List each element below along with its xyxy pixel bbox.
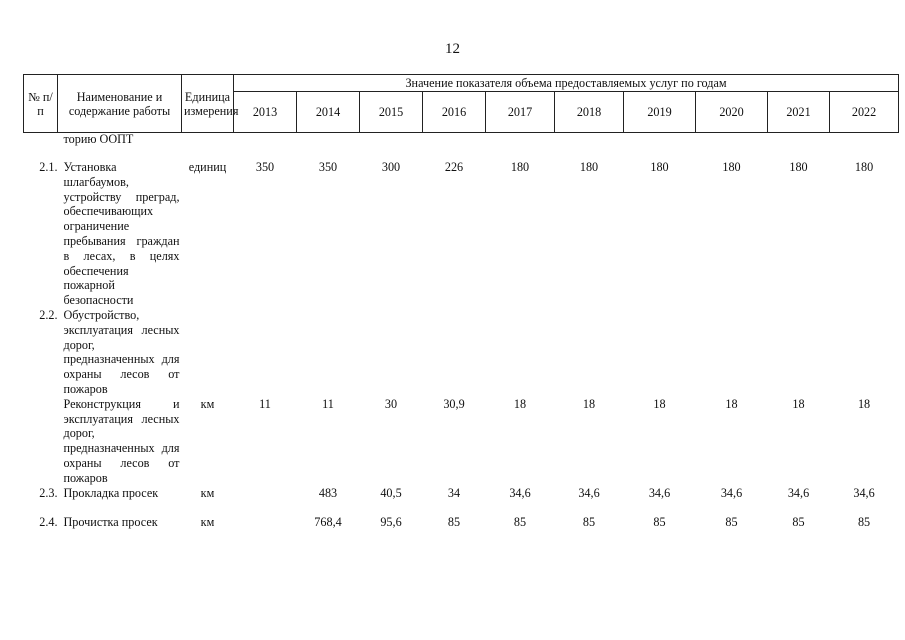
row-value: 85 [653, 515, 666, 530]
row-value [696, 308, 768, 397]
row-value: 34,6 [509, 485, 531, 500]
row-value: 34,6 [720, 485, 743, 500]
header-year: 2014 [297, 92, 360, 133]
row-value: 180 [854, 160, 874, 174]
row-value: 34,6 [853, 485, 875, 500]
row-value [624, 308, 696, 397]
row-number: 2.4. [39, 515, 58, 530]
row-name: Реконструкция и эксплуатация лесных дорог, предназначенных для охраны лесов от пожаров [63, 396, 180, 485]
row-value: 34,6 [578, 485, 600, 500]
row-value [234, 308, 297, 397]
row-name: Прочистка просек [63, 515, 158, 530]
row-name: Прокладка просек [63, 485, 159, 500]
row-value: 300 [381, 160, 401, 174]
services-volume-table [23, 74, 899, 530]
row-value: 11 [322, 396, 334, 411]
row-value: 18 [792, 396, 805, 411]
row-value: 226 [444, 160, 464, 174]
row-value: 85 [792, 515, 805, 530]
header-unit: Единица измерения [182, 75, 234, 133]
row-value: 85 [513, 515, 527, 530]
row-value [234, 486, 297, 501]
table-row [24, 515, 899, 530]
row-value: 40,5 [380, 485, 402, 500]
row-value: 18 [653, 396, 666, 411]
row-value: 85 [725, 515, 738, 530]
row-value: 180 [579, 160, 599, 174]
header-year: 2018 [555, 92, 624, 133]
row-value: 34,6 [648, 485, 671, 500]
row-value [423, 308, 486, 397]
row-unit [182, 308, 234, 397]
row-value: 180 [722, 160, 741, 174]
row-value: 34,6 [787, 485, 810, 500]
row-value: 18 [582, 396, 596, 411]
row-value: 18 [857, 396, 871, 411]
header-number: № п/п [24, 75, 58, 133]
row-value: 180 [789, 160, 808, 174]
row-number: 2.1. [39, 160, 58, 174]
header-year: 2015 [360, 92, 423, 133]
row-value: 11 [259, 396, 271, 411]
row-value: 768,4 [314, 515, 342, 530]
table-row [24, 486, 899, 501]
row-number: 2.3. [39, 485, 58, 500]
header-year: 2021 [768, 92, 830, 133]
header-year: 2020 [696, 92, 768, 133]
row-value [768, 308, 830, 397]
header-name: Наименование и содержание работы [58, 75, 182, 133]
row-value: 180 [510, 160, 530, 174]
table-row [24, 308, 899, 397]
row-name: торию ООПТ [63, 132, 134, 146]
header-year: 2019 [624, 92, 696, 133]
header-year: 2022 [830, 92, 899, 133]
row-value: 180 [650, 160, 669, 174]
row-value: 30 [384, 396, 398, 411]
table-row [24, 397, 899, 486]
row-unit: км [200, 515, 215, 530]
row-value: 18 [513, 396, 527, 411]
row-unit: км [200, 485, 215, 500]
header-year: 2016 [423, 92, 486, 133]
row-name: Установка шлагбаумов, устройству преград, обеспечивающих ограничение пребывания граждан в лесах, в целях обеспечения пожарной безопасности [63, 160, 180, 308]
row-number [24, 397, 58, 486]
row-value: 350 [318, 160, 338, 174]
row-value [830, 308, 899, 397]
row-value: 34 [447, 485, 461, 500]
row-value [234, 515, 297, 530]
row-value [486, 308, 555, 397]
table-row [24, 160, 899, 308]
row-value: 30,9 [443, 396, 465, 411]
row-value: 85 [857, 515, 871, 530]
row-value: 95,6 [380, 515, 402, 530]
row-value [360, 308, 423, 397]
row-value [297, 308, 360, 397]
header-values-by-year: Значение показателя объема предоставляемых услуг по годам [234, 75, 899, 92]
row-number: 2.2. [39, 307, 58, 322]
row-value [555, 308, 624, 397]
row-value: 85 [582, 515, 596, 530]
row-unit: единиц [188, 160, 227, 174]
header-year: 2017 [486, 92, 555, 133]
table-row-continuation [24, 133, 899, 146]
row-name: Обустройство, эксплуатация лесных дорог, предназначенных для охраны лесов от пожаров [63, 307, 180, 396]
row-value: 18 [725, 396, 738, 411]
row-value: 483 [318, 485, 338, 500]
row-unit: км [200, 396, 215, 411]
header-year: 2013 [234, 92, 297, 133]
row-value: 350 [255, 160, 275, 174]
row-value: 85 [447, 515, 461, 530]
page-number: 12 [445, 41, 460, 57]
